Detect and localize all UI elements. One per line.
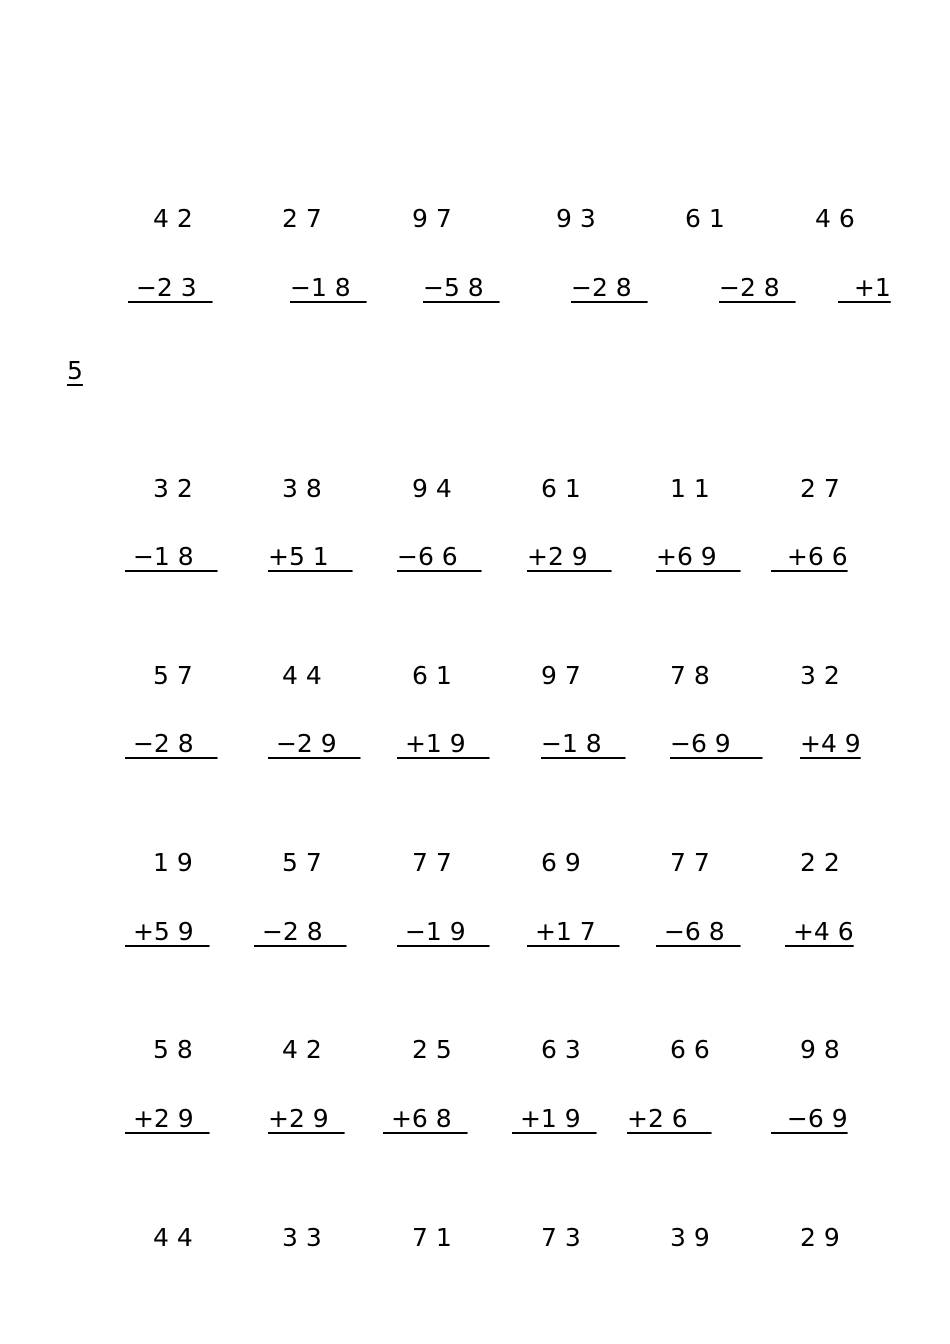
problem-4-3-bottom: −1 9 bbox=[397, 917, 490, 946]
problem-5-3-bottom: +6 8 bbox=[383, 1104, 468, 1133]
problem-2-4-bottom: +2 9 bbox=[527, 542, 612, 571]
problem-2-5-top: 1 1 bbox=[670, 474, 710, 503]
problem-6-6-top: 2 9 bbox=[800, 1223, 840, 1252]
problem-3-6-top: 3 2 bbox=[800, 661, 840, 690]
problem-3-3-top: 6 1 bbox=[412, 661, 452, 690]
problem-5-3-top: 2 5 bbox=[412, 1035, 452, 1064]
problem-3-4-bottom: −1 8 bbox=[541, 729, 626, 758]
problem-3-3-bottom: +1 9 bbox=[397, 729, 490, 758]
problem-5-2-top: 4 2 bbox=[282, 1035, 322, 1064]
problem-4-2-top: 5 7 bbox=[282, 848, 322, 877]
problem-1-6-bottom: +1 bbox=[838, 273, 891, 302]
problem-2-6-bottom: +6 6 bbox=[771, 542, 848, 571]
problem-1-1-bottom: −2 3 bbox=[128, 273, 213, 302]
problem-6-4-top: 7 3 bbox=[541, 1223, 581, 1252]
problem-3-1-top: 5 7 bbox=[153, 661, 193, 690]
problem-1-5-bottom: −2 8 bbox=[719, 273, 796, 302]
problem-2-6-top: 2 7 bbox=[800, 474, 840, 503]
problem-2-2-top: 3 8 bbox=[282, 474, 322, 503]
problem-5-5-bottom: +2 6 bbox=[627, 1104, 712, 1133]
problem-1-3-top: 9 7 bbox=[412, 204, 452, 233]
problem-5-5-top: 6 6 bbox=[670, 1035, 710, 1064]
problem-6-3-top: 7 1 bbox=[412, 1223, 452, 1252]
problem-1-3-bottom: −5 8 bbox=[423, 273, 500, 302]
problem-2-4-top: 6 1 bbox=[541, 474, 581, 503]
problem-3-4-top: 9 7 bbox=[541, 661, 581, 690]
problem-4-3-top: 7 7 bbox=[412, 848, 452, 877]
problem-4-5-top: 7 7 bbox=[670, 848, 710, 877]
problem-1-4-top: 9 3 bbox=[556, 204, 596, 233]
problem-4-6-bottom: +4 6 bbox=[785, 917, 854, 946]
problem-4-4-top: 6 9 bbox=[541, 848, 581, 877]
problem-3-2-top: 4 4 bbox=[282, 661, 322, 690]
problem-5-1-top: 5 8 bbox=[153, 1035, 193, 1064]
problem-4-1-bottom: +5 9 bbox=[125, 917, 210, 946]
problem-5-6-top: 9 8 bbox=[800, 1035, 840, 1064]
problem-4-6-top: 2 2 bbox=[800, 848, 840, 877]
problem-5-4-bottom: +1 9 bbox=[512, 1104, 597, 1133]
problem-2-5-bottom: +6 9 bbox=[656, 542, 741, 571]
problem-4-2-bottom: −2 8 bbox=[254, 917, 347, 946]
problem-3-5-top: 7 8 bbox=[670, 661, 710, 690]
problem-1-5-top: 6 1 bbox=[685, 204, 725, 233]
problem-3-5-bottom: −6 9 bbox=[670, 729, 763, 758]
problem-1-4-bottom: −2 8 bbox=[571, 273, 648, 302]
problem-4-1-top: 1 9 bbox=[153, 848, 193, 877]
problem-1-2-top: 2 7 bbox=[282, 204, 322, 233]
problem-5-4-top: 6 3 bbox=[541, 1035, 581, 1064]
problem-5-6-bottom: −6 9 bbox=[771, 1104, 848, 1133]
problem-3-2-bottom: −2 9 bbox=[268, 729, 361, 758]
problem-2-2-bottom: +5 1 bbox=[268, 542, 353, 571]
problem-6-5-top: 3 9 bbox=[670, 1223, 710, 1252]
problem-1-6-top: 4 6 bbox=[815, 204, 855, 233]
problem-3-1-bottom: −2 8 bbox=[125, 729, 218, 758]
problem-6-2-top: 3 3 bbox=[282, 1223, 322, 1252]
problem-4-5-bottom: −6 8 bbox=[656, 917, 741, 946]
problem-4-4-bottom: +1 7 bbox=[527, 917, 620, 946]
wrapped-digit: 5 bbox=[67, 356, 83, 385]
problem-1-2-bottom: −1 8 bbox=[290, 273, 367, 302]
problem-5-1-bottom: +2 9 bbox=[125, 1104, 210, 1133]
problem-2-1-top: 3 2 bbox=[153, 474, 193, 503]
problem-2-1-bottom: −1 8 bbox=[125, 542, 218, 571]
problem-6-1-top: 4 4 bbox=[153, 1223, 193, 1252]
problem-5-2-bottom: +2 9 bbox=[268, 1104, 345, 1133]
problem-2-3-top: 9 4 bbox=[412, 474, 452, 503]
problem-1-1-top: 4 2 bbox=[153, 204, 193, 233]
problem-3-6-bottom: +4 9 bbox=[800, 729, 861, 758]
problem-2-3-bottom: −6 6 bbox=[397, 542, 482, 571]
